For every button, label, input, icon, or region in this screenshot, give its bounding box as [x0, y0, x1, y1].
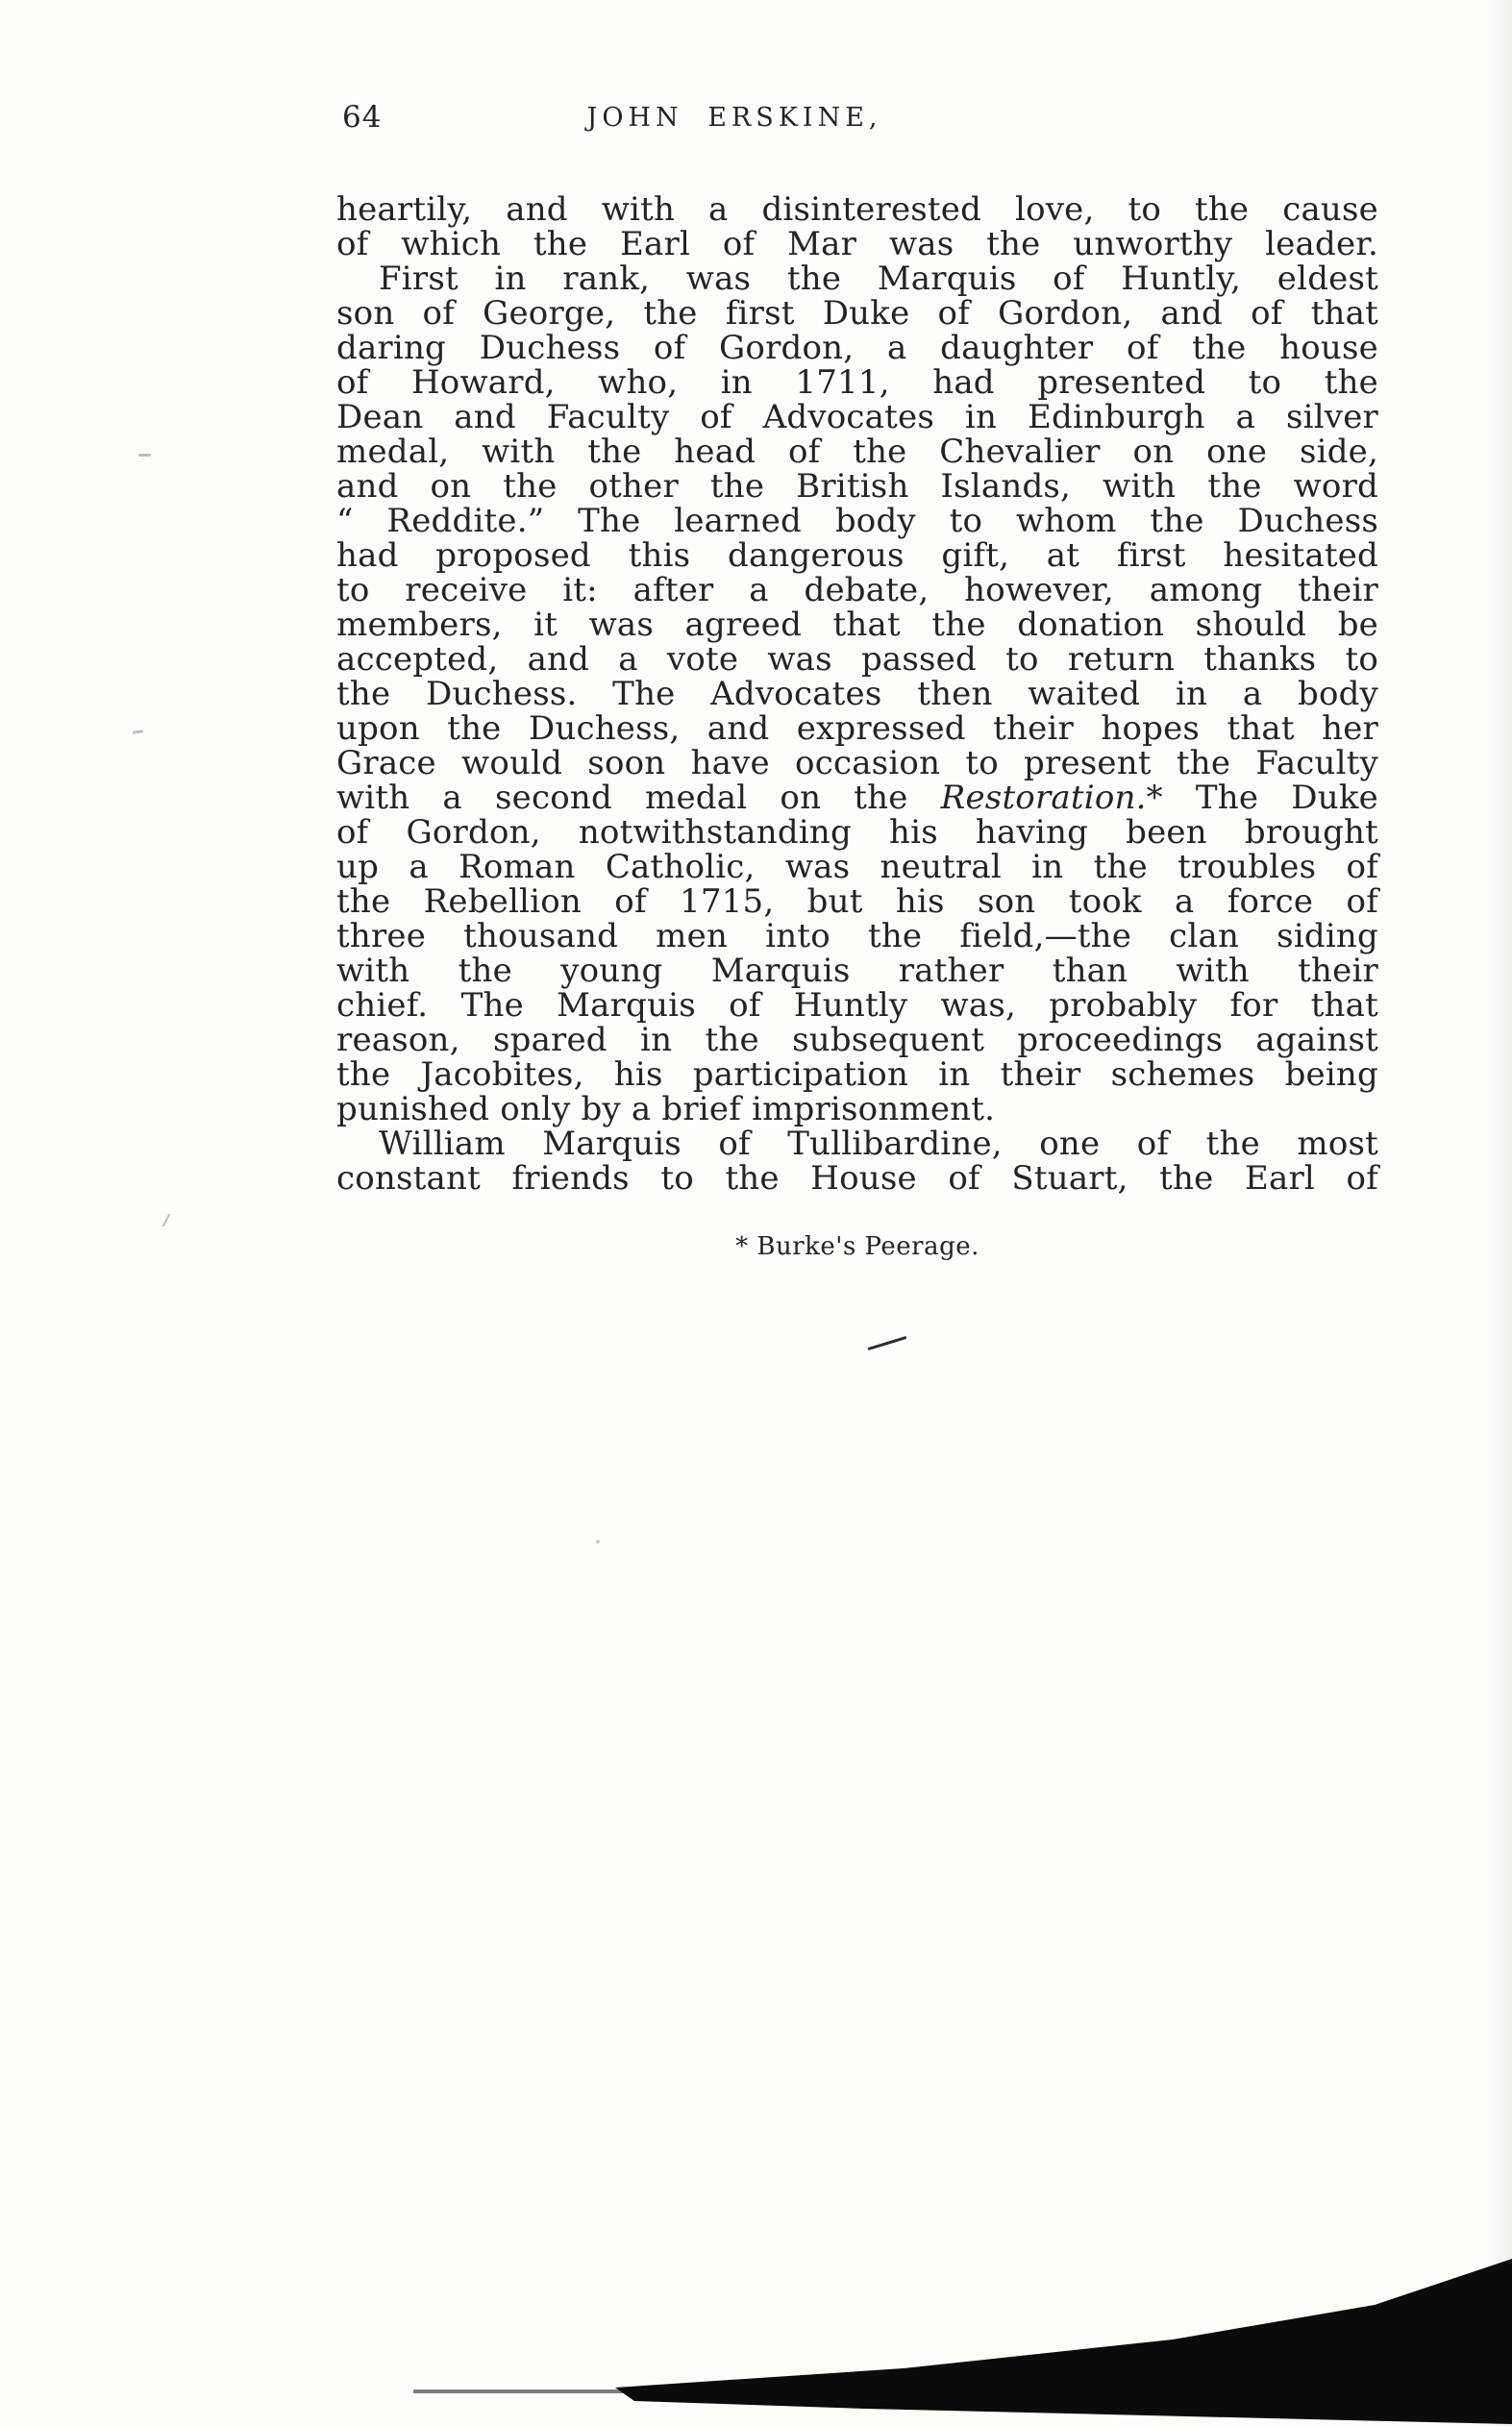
text-line: Grace would soon have occasion to present the Faculty [336, 744, 1378, 782]
paragraph [336, 1126, 1378, 1196]
text-line: medal, with the head of the Chevalier on one side, [336, 433, 1378, 471]
text-line: and on the other the British Islands, with the word [336, 467, 1378, 506]
text-line: members, it was agreed that the donation should be [336, 606, 1378, 644]
text-line: First in rank, was the Marquis of Huntly, eldest [379, 260, 1378, 298]
text-line: chief. The Marquis of Huntly was, probably for that [336, 986, 1378, 1025]
text-run: * The Duke [1146, 779, 1378, 817]
text-line: punished only by a brief imprisonment. [336, 1090, 996, 1128]
scan-shadow-tail [413, 2389, 634, 2393]
scan-shadow-wedge [615, 2259, 1512, 2424]
text-line: of which the Earl of Mar was the unworthy leader. [336, 225, 1378, 263]
paragraph [336, 261, 1378, 1126]
text-line: to receive it: after a debate, however, among their [336, 571, 1378, 609]
scan-speck [133, 730, 143, 734]
page-header [336, 100, 1378, 144]
scan-shadow-bottom [0, 2211, 1512, 2426]
text-line: son of George, the first Duke of Gordon, and of that [336, 294, 1378, 333]
text-block [336, 192, 1378, 1196]
text-line: with the young Marquis rather than with their [336, 952, 1378, 990]
text-line: had proposed this dangerous gift, at first hesitated [336, 536, 1378, 575]
text-line: daring Duchess of Gordon, a daughter of the house [336, 329, 1378, 367]
text-line: of Howard, who, in 1711, had presented to the [336, 363, 1378, 402]
text-line: constant friends to the House of Stuart, the Earl of [336, 1159, 1378, 1198]
scan-speck [138, 454, 151, 457]
text-line: William Marquis of Tullibardine, one of the most [379, 1125, 1378, 1163]
paragraph [336, 192, 1378, 261]
scan-speck [162, 1213, 171, 1226]
text-line: the Duchess. The Advocates then waited in a body [336, 675, 1378, 713]
footnote: * Burke's Peerage. [735, 1232, 979, 1261]
page-number: 64 [342, 100, 383, 135]
running-header: JOHN ERSKINE, [586, 103, 882, 133]
handwritten-mark [867, 1336, 906, 1350]
italic-run: Restoration. [940, 779, 1147, 817]
text-line [336, 780, 1378, 815]
text-line: reason, spared in the subsequent proceedings against [336, 1021, 1378, 1059]
text-line: upon the Duchess, and expressed their hopes that her [336, 709, 1378, 748]
text-line: Dean and Faculty of Advocates in Edinburgh a silver [336, 398, 1378, 436]
text-line: up a Roman Catholic, was neutral in the troubles of [336, 848, 1378, 886]
text-line: the Rebellion of 1715, but his son took a force of [336, 882, 1378, 921]
text-line: of Gordon, notwithstanding his having been brought [336, 813, 1378, 852]
text-line: the Jacobites, his participation in their schemes being [336, 1055, 1378, 1094]
scan-speck [596, 1540, 600, 1544]
text-line: accepted, and a vote was passed to return thanks to [336, 640, 1378, 679]
text-line: heartily, and with a disinterested love, to the cause [336, 190, 1378, 229]
text-run: with a second medal on the [336, 779, 941, 817]
text-line: three thousand men into the field,—the clan siding [336, 917, 1378, 955]
text-line: “ Reddite.” The learned body to whom the Duchess [336, 502, 1378, 540]
